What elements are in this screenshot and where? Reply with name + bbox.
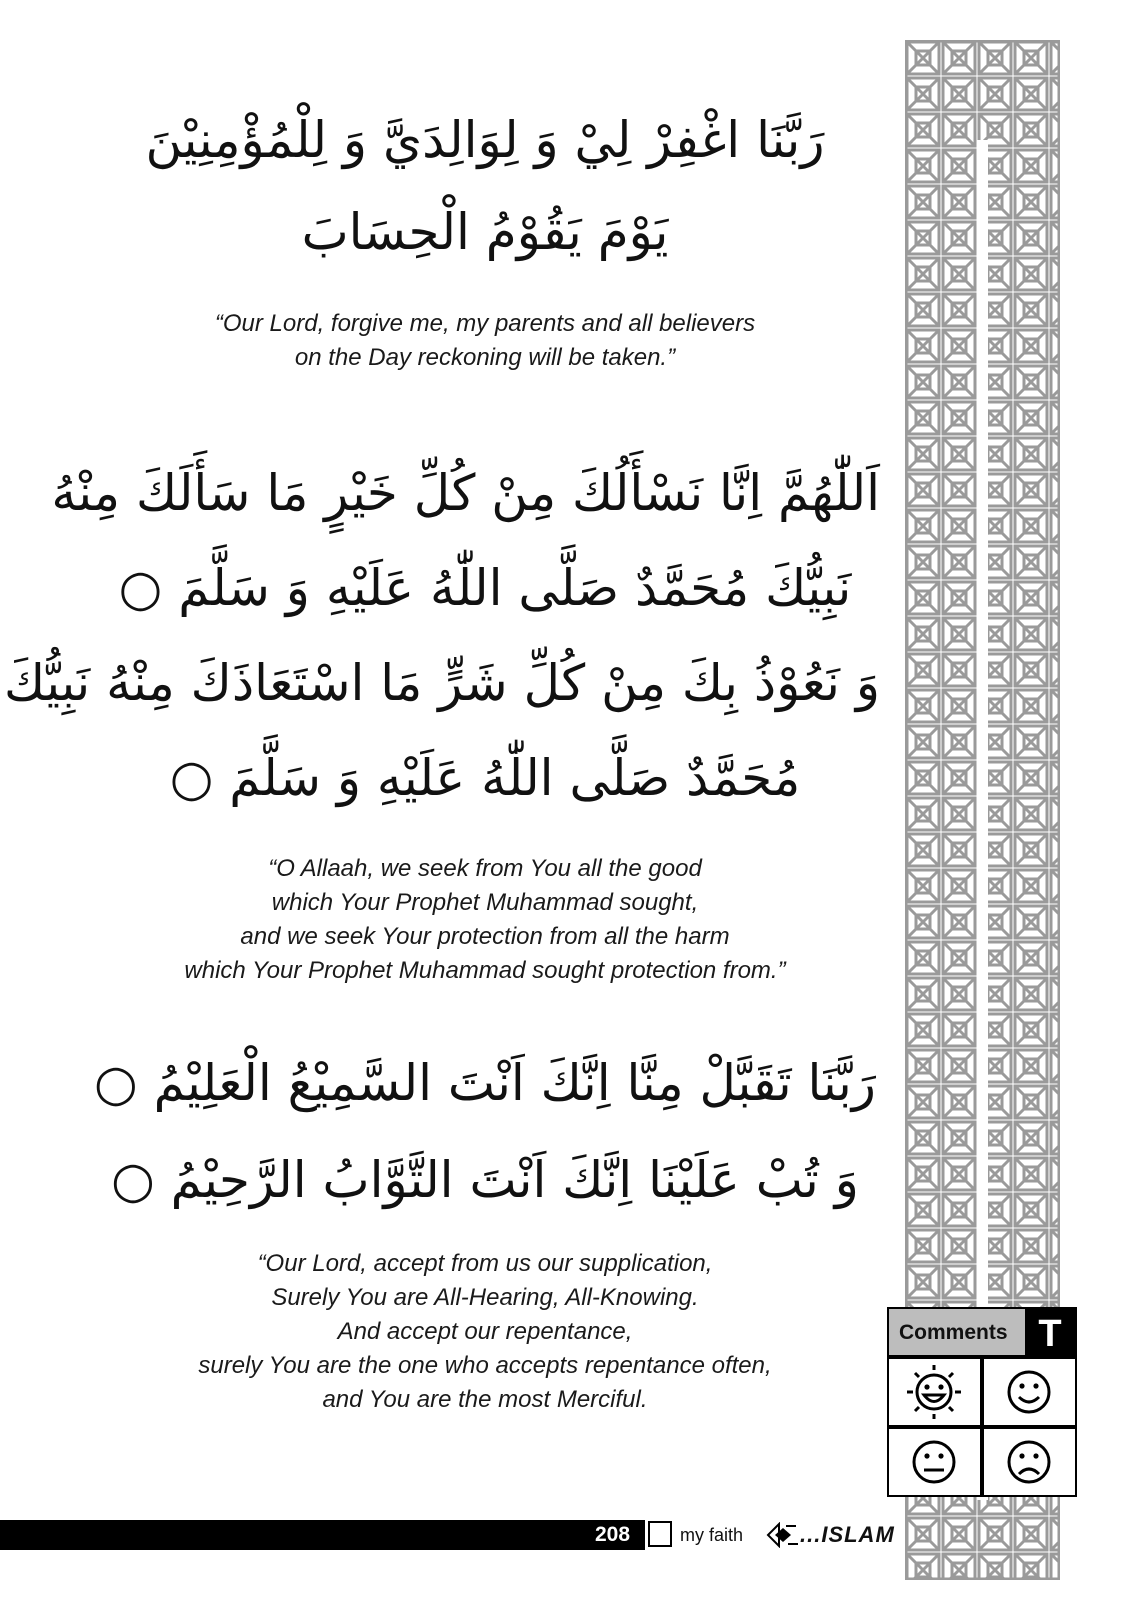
translation-line: which Your Prophet Muhammad sought protection from.” (184, 957, 786, 984)
arabic-line: رَبَّنَا اغْفِرْ لِيْ وَ لِوَالِدَيَّ وَ لِلْمُؤْمِنِيْنَ (145, 111, 825, 169)
arabic-line: مُحَمَّدٌ صَلَّى اللّٰهُ عَلَيْهِ وَ سَلَّمَ ○ (169, 749, 801, 807)
translation-line: And accept our repentance, (337, 1318, 633, 1345)
very-happy-rating[interactable] (887, 1357, 982, 1427)
smiley-face-icon (984, 1359, 1075, 1425)
arabic-line: وَ تُبْ عَلَيْنَا اِنَّكَ اَنْتَ التَّوَّابُ الرَّحِيْمُ ○ (111, 1151, 859, 1209)
translation-line: Surely You are All-Hearing, All-Knowing. (271, 1284, 699, 1311)
dua-1-arabic (90, 111, 880, 277)
translation-line: on the Day reckoning will be taken.” (294, 344, 676, 371)
islam-logo-icon (766, 1522, 800, 1548)
translation-line: “Our Lord, forgive me, my parents and all believers (214, 310, 756, 337)
translation-line: and You are the most Merciful. (322, 1386, 648, 1413)
happy-rating[interactable] (982, 1357, 1077, 1427)
arabic-line: اَللّٰهُمَّ اِنَّا نَسْأَلُكَ مِنْ كُلِّ خَيْرٍ مَا سَأَلَكَ مِنْهُ (51, 464, 880, 522)
neutral-rating[interactable] (887, 1427, 982, 1497)
comments-header (887, 1307, 1077, 1357)
arabic-line: نَبِيُّكَ مُحَمَّدٌ صَلَّى اللّٰهُ عَلَيْهِ وَ سَلَّمَ ○ (118, 559, 852, 617)
comments-panel (887, 1307, 1077, 1497)
sad-face-icon (984, 1429, 1075, 1495)
arabic-line: يَوْمَ يَقُوْمُ الْحِسَابَ (301, 203, 669, 261)
arabic-line: رَبَّنَا تَقَبَّلْ مِنَّا اِنَّكَ اَنْتَ السَّمِيْعُ الْعَلِيْمُ ○ (94, 1054, 876, 1112)
translation-line: “O Allaah, we seek from You all the good (268, 855, 702, 882)
dua-2-arabic (3, 464, 880, 833)
very-happy-face-icon (889, 1359, 980, 1425)
dua-2-translation (90, 852, 880, 988)
translation-line: which Your Prophet Muhammad sought, (271, 889, 699, 916)
translation-line: and we seek Your protection from all the harm (240, 923, 730, 950)
neutral-face-icon (889, 1429, 980, 1495)
sad-rating[interactable] (982, 1427, 1077, 1497)
translation-line: surely You are the one who accepts repentance often, (198, 1352, 772, 1379)
arabic-line: وَ نَعُوْذُ بِكَ مِنْ كُلِّ شَرٍّ مَا اسْتَعَاذَكَ مِنْهُ نَبِيُّكَ (3, 654, 880, 712)
comments-badge: T (1025, 1309, 1075, 1359)
brand-prefix: my faith (680, 1525, 744, 1545)
dua-3-translation (90, 1247, 880, 1417)
comments-label: Comments (899, 1321, 1008, 1344)
brand-name: ...ISLAM (800, 1522, 895, 1547)
page-number-box (648, 1521, 672, 1547)
translation-line: “Our Lord, accept from us our supplication, (257, 1250, 713, 1277)
page-number: 208 (595, 1523, 631, 1546)
dua-1-translation (90, 307, 880, 375)
dua-3-arabic (90, 1054, 880, 1235)
footer-bar (0, 1520, 645, 1550)
